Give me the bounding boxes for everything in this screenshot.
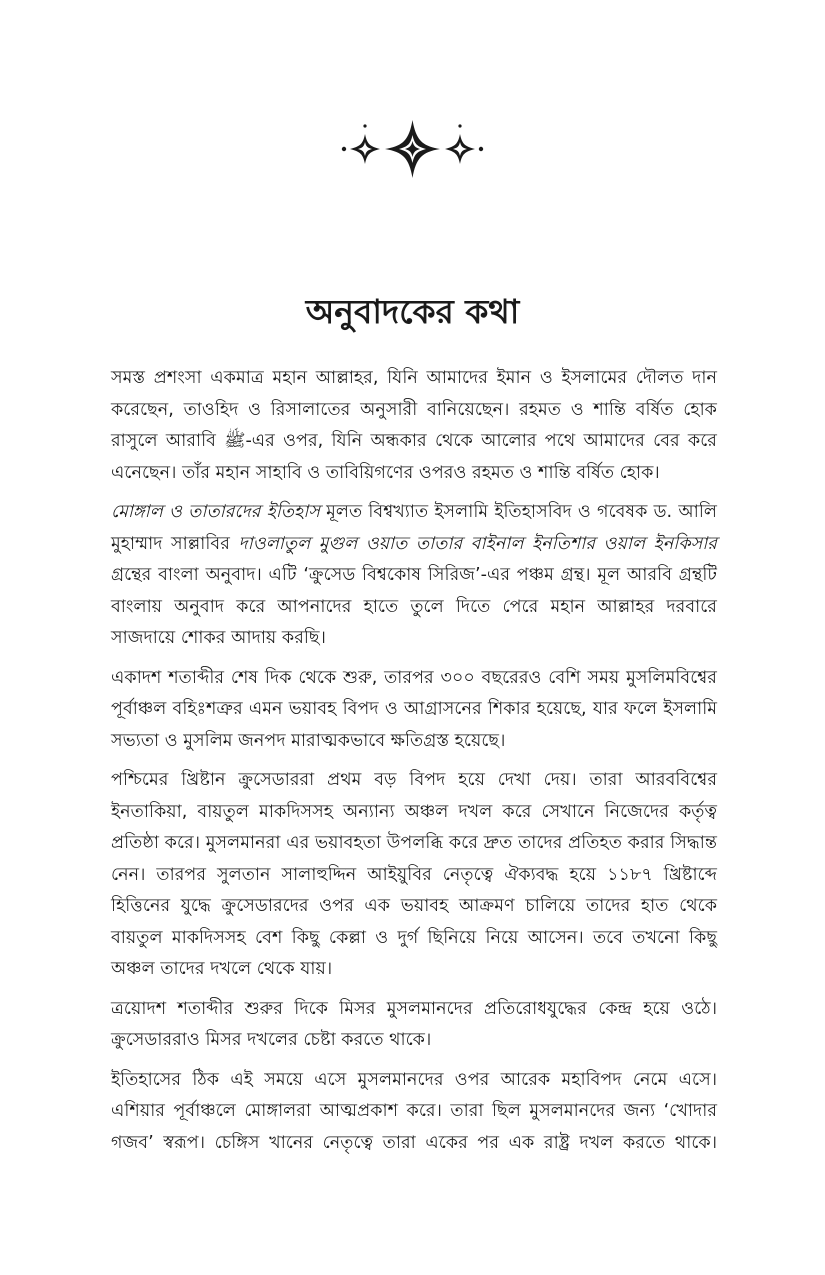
paragraph-2-text-a: মূলত বিশ্বখ্যাত ইসলামি ইতিহাসবিদ ও গবেষক ড. আলি মুহাম্মাদ সাল্লাবির [111,502,717,554]
paragraph-5: ত্রয়োদশ শতাব্দীর শুরুর দিকে মিসর মুসলমানদের প্রতিরোধযুদ্ধের কেন্দ্র হয়ে ওঠে। ক্রুসেডাররাও মিসর দখলের চেষ্টা করতে থাকে। [111,998,717,1050]
source-title-italic: দাওলাতুল মুগুল ওয়াত তাতার বাইনাল ইনতিশার ওয়াল ইনকিসার [238,533,717,554]
paragraph-2-text-b: গ্রন্থের বাংলা অনুবাদ। এটি ‘ক্রুসেড বিশ্বকোষ সিরিজ’-এর পঞ্চম গ্রন্থ। মূল আরবি গ্রন্থটি বাংলায় অনুবাদ করে আপনাদের হাতে তুলে দিতে পেরে মহান আল্লাহর দরবারে সাজদায়ে শোকর আদায় করছি। [111,565,717,648]
four-point-star-ornament-icon [340,118,485,180]
paragraph-4: পশ্চিমের খ্রিষ্টান ক্রুসেডাররা প্রথম বড় বিপদ হয়ে দেখা দেয়। তারা আরববিশ্বের ইনতাকিয়া, বায়তুল মাকদিসসহ অন্যান্য অঞ্চল দখল করে সেখানে নিজেদের কর্তৃত্ব প্রতিষ্ঠা করে। মুসলমানরা এর ভয়াবহতা উপলব্ধি করে দ্রুত তাদের প্রতিহত করার সিদ্ধান্ত নেন। তারপর সুলতান সালাহুদ্দিন আইয়ুবির নেতৃত্বে ঐক্যবদ্ধ হয়ে ১১৮৭ খ্রিষ্টাব্দে হিত্তিনের যুদ্ধে ক্রুসেডারদের ওপর এক ভয়াবহ আক্রমণ চালিয়ে তাদের হাত থেকে বায়তুল মাকদিসসহ বেশ কিছু কেল্লা ও দুর্গ ছিনিয়ে নিয়ে আসেন। তবে তখনো কিছু অঞ্চল তাদের দখলে থেকে যায়। [111,770,717,979]
paragraph-3: একাদশ শতাব্দীর শেষ দিক থেকে শুরু, তারপর ৩০০ বছরেরও বেশি সময় মুসলিমবিশ্বের পূর্বাঞ্চল বহিঃশত্রুর এমন ভয়াবহ বিপদ ও আগ্রাসনের শিকার হয়েছে, যার ফলে ইসলামি সভ্যতা ও মুসলিম জনপদ মারাত্মকভাবে ক্ষতিগ্রস্ত হয়েছে। [111,667,717,751]
paragraph-6: ইতিহাসের ঠিক এই সময়ে এসে মুসলমানদের ওপর আরেক মহাবিপদ নেমে এসে। এশিয়ার পূর্বাঞ্চলে মোঙ্গালরা আত্মপ্রকাশ করে। তারা ছিল মুসলমানদের জন্য ‘খোদার গজব’ স্বরূপ। চেঙ্গিস খানের নেতৃত্বে তারা একের পর এক রাষ্ট্র দখল করতে থাকে। [111,1069,717,1153]
book-title-italic: মোঙ্গাল ও তাতারদের ইতিহাস [111,502,320,522]
paragraph-1: সমস্ত প্রশংসা একমাত্র মহান আল্লাহর, যিনি আমাদের ইমান ও ইসলামের দৌলত দান করেছেন, তাওহিদ ও রিসালাতের অনুসারী বানিয়েছেন। রহমত ও শান্তি বর্ষিত হোক রাসুলে আরাবি ﷺ-এর ওপর, যিনি অন্ধকার থেকে আলোর পথে আমাদের বের করে এনেছেন। তাঁর মহান সাহাবি ও তাবিয়িগণের ওপরও রহমত ও শান্তি বর্ষিত হোক। [111,368,717,483]
paragraph-2 [111,497,717,655]
page-title: অনুবাদকের কথা [305,292,520,331]
article-body [111,363,717,1167]
